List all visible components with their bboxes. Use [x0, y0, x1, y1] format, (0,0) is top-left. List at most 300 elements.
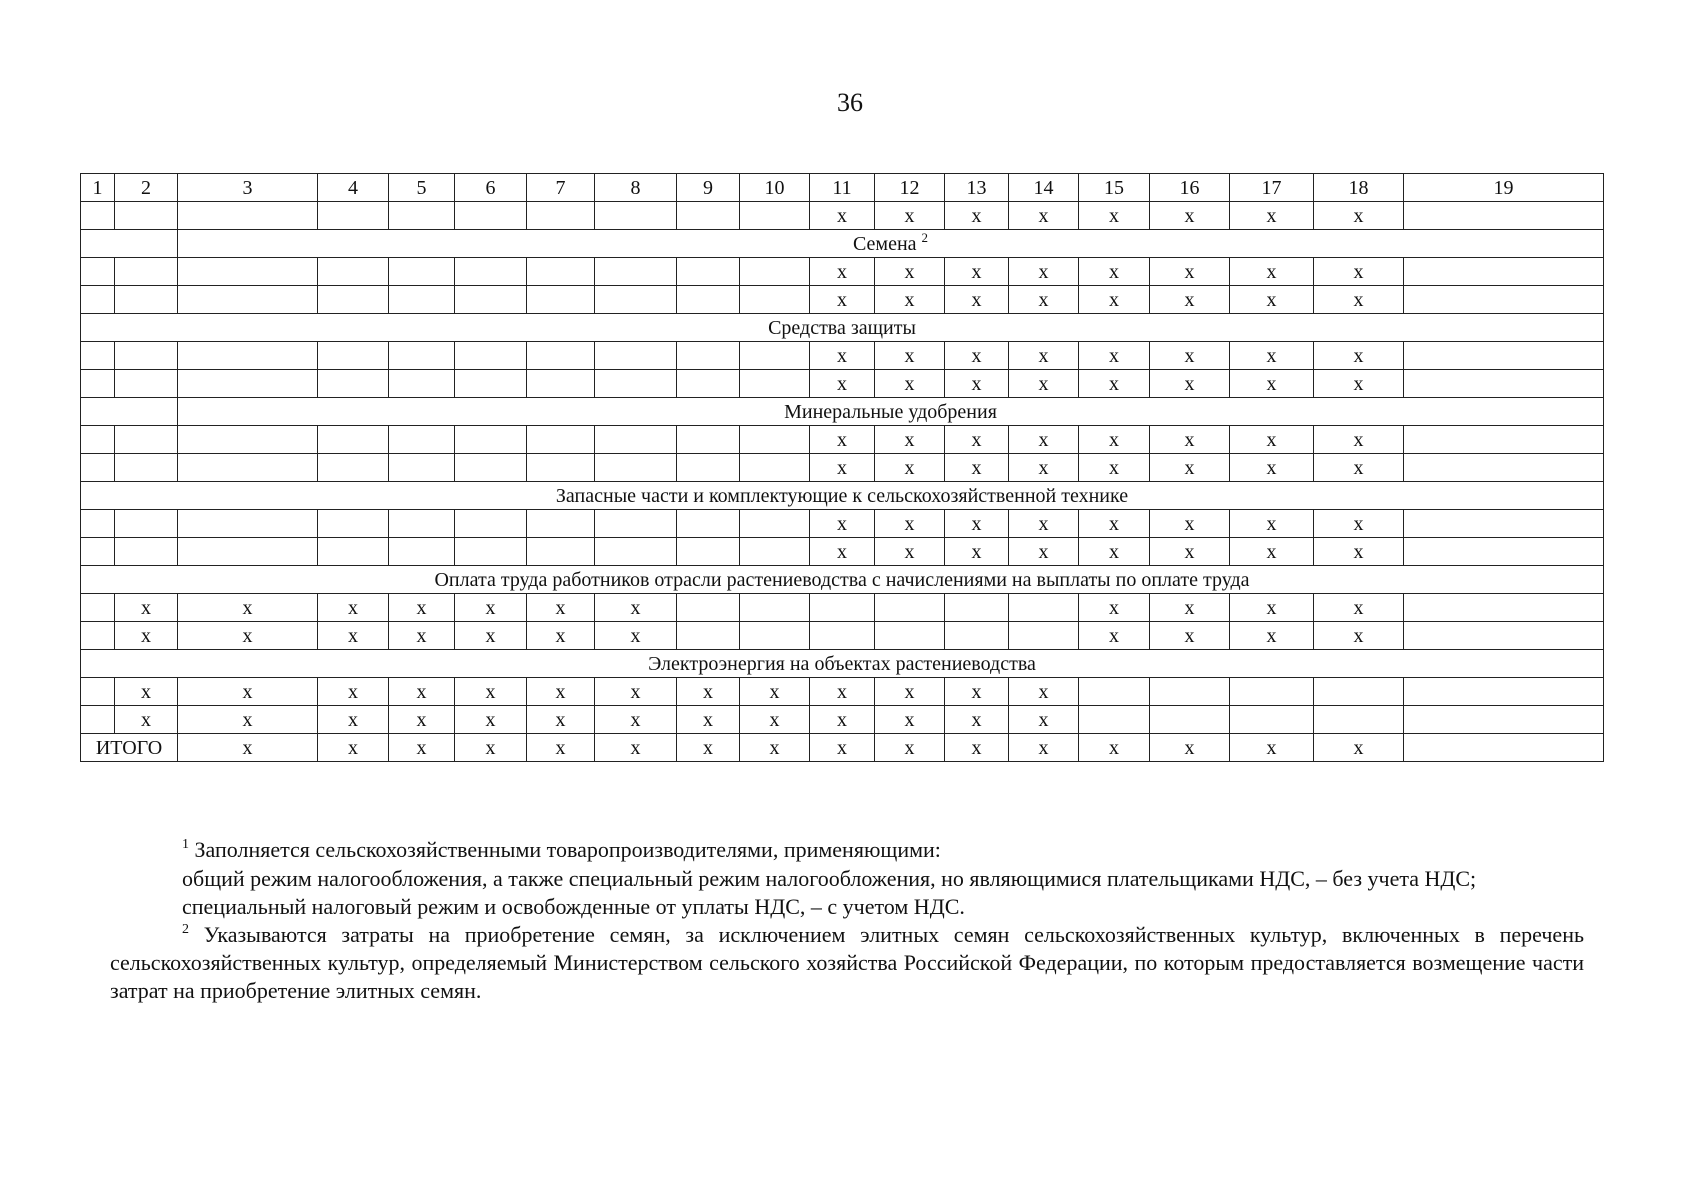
mark-cell: x — [875, 202, 945, 230]
column-number: 10 — [740, 174, 810, 202]
mark-cell: x — [875, 510, 945, 538]
table-cell — [318, 286, 389, 314]
table-cell — [677, 286, 740, 314]
table-cell — [81, 286, 115, 314]
section-row-spare-parts — [81, 482, 1604, 510]
column-number: 12 — [875, 174, 945, 202]
mark-cell: x — [318, 622, 389, 650]
table-row — [81, 258, 1604, 286]
mark-cell: x — [810, 286, 875, 314]
table-cell — [810, 622, 875, 650]
mark-cell: x — [1150, 342, 1230, 370]
table-cell — [115, 202, 178, 230]
table-cell — [81, 454, 115, 482]
table-cell — [1404, 454, 1604, 482]
section-row-electricity — [81, 650, 1604, 678]
column-number: 14 — [1009, 174, 1079, 202]
table-cell — [115, 510, 178, 538]
table-cell — [595, 342, 677, 370]
mark-cell: x — [1230, 202, 1314, 230]
mark-cell: x — [945, 706, 1009, 734]
mark-cell: x — [1314, 370, 1404, 398]
mark-cell: x — [810, 538, 875, 566]
mark-cell: x — [1230, 342, 1314, 370]
table-cell — [1404, 538, 1604, 566]
table-cell — [1009, 594, 1079, 622]
column-number: 7 — [527, 174, 595, 202]
section-title: Оплата труда работников отрасли растениеводства с начислениями на выплаты по оплате труда — [81, 566, 1604, 594]
mark-cell: x — [1150, 202, 1230, 230]
mark-cell: x — [810, 510, 875, 538]
mark-cell: x — [527, 734, 595, 762]
table-cell — [677, 622, 740, 650]
mark-cell: x — [318, 706, 389, 734]
mark-cell: x — [945, 734, 1009, 762]
mark-cell: x — [1079, 510, 1150, 538]
table-cell — [740, 426, 810, 454]
table-cell — [595, 370, 677, 398]
footnotes — [110, 836, 1584, 1005]
table-cell — [677, 538, 740, 566]
mark-cell: x — [740, 734, 810, 762]
table-cell — [527, 426, 595, 454]
table-cell — [389, 202, 455, 230]
mark-cell: x — [1230, 594, 1314, 622]
mark-cell: x — [677, 734, 740, 762]
table-cell — [389, 510, 455, 538]
footnote-1-line-2: специальный налоговый режим и освобожденные от уплаты НДС, – с учетом НДС. — [182, 894, 965, 919]
table-cell — [595, 454, 677, 482]
table-cell — [389, 370, 455, 398]
table-row — [81, 622, 1604, 650]
table-cell — [178, 510, 318, 538]
table-cell — [318, 258, 389, 286]
page-number: 36 — [837, 88, 863, 117]
mark-cell: x — [1150, 538, 1230, 566]
column-number: 6 — [455, 174, 527, 202]
mark-cell: x — [810, 706, 875, 734]
table-cell — [875, 622, 945, 650]
column-number: 13 — [945, 174, 1009, 202]
mark-cell: x — [1009, 538, 1079, 566]
table-cell — [455, 258, 527, 286]
table-cell — [677, 202, 740, 230]
mark-cell: x — [1079, 258, 1150, 286]
mark-cell: x — [1150, 454, 1230, 482]
table-cell — [1404, 426, 1604, 454]
table-cell — [595, 202, 677, 230]
mark-cell: x — [455, 706, 527, 734]
mark-cell: x — [1314, 622, 1404, 650]
mark-cell: x — [1079, 202, 1150, 230]
mark-cell: x — [875, 454, 945, 482]
table-cell — [1404, 258, 1604, 286]
table-cell — [455, 454, 527, 482]
table-row — [81, 342, 1604, 370]
mark-cell: x — [810, 370, 875, 398]
mark-cell: x — [595, 622, 677, 650]
column-number: 2 — [115, 174, 178, 202]
table-cell — [527, 342, 595, 370]
mark-cell: x — [455, 622, 527, 650]
mark-cell: x — [1009, 734, 1079, 762]
mark-cell: x — [1079, 426, 1150, 454]
mark-cell: x — [1314, 202, 1404, 230]
table-cell — [389, 258, 455, 286]
table-cell — [677, 454, 740, 482]
mark-cell: x — [595, 594, 677, 622]
table-cell — [115, 258, 178, 286]
table-cell — [1404, 510, 1604, 538]
table-cell — [178, 202, 318, 230]
mark-cell: x — [115, 706, 178, 734]
mark-cell: x — [810, 734, 875, 762]
table-cell — [318, 202, 389, 230]
table-cell — [527, 538, 595, 566]
table-cell — [1404, 622, 1604, 650]
table-cell — [740, 286, 810, 314]
table-cell — [527, 454, 595, 482]
table-cell — [81, 370, 115, 398]
footnote-1-line-1: общий режим налогообложения, а также специальный режим налогообложения, но являющимися плательщиками НДС, – без учета НДС; — [182, 866, 1477, 891]
footnote-mark: 2 — [182, 922, 189, 937]
mark-cell: x — [455, 734, 527, 762]
mark-cell: x — [527, 594, 595, 622]
table-cell — [81, 398, 178, 426]
table-cell — [945, 622, 1009, 650]
table-cell — [740, 622, 810, 650]
table-cell — [178, 454, 318, 482]
table-cell — [318, 342, 389, 370]
mark-cell: x — [1314, 258, 1404, 286]
table-cell — [178, 370, 318, 398]
table-cell — [318, 370, 389, 398]
mark-cell: x — [875, 370, 945, 398]
table-cell — [1230, 706, 1314, 734]
table-cell — [455, 286, 527, 314]
mark-cell: x — [1009, 258, 1079, 286]
table-cell — [595, 286, 677, 314]
footnote-1 — [110, 836, 1584, 864]
table-cell — [1314, 706, 1404, 734]
mark-cell: x — [677, 706, 740, 734]
table-cell — [1404, 202, 1604, 230]
column-number: 9 — [677, 174, 740, 202]
total-label: ИТОГО — [81, 734, 178, 762]
table-cell — [389, 454, 455, 482]
table-cell — [1079, 678, 1150, 706]
mark-cell: x — [1314, 286, 1404, 314]
mark-cell: x — [875, 342, 945, 370]
mark-cell: x — [1079, 370, 1150, 398]
table-cell — [115, 454, 178, 482]
table-cell — [595, 426, 677, 454]
column-number: 15 — [1079, 174, 1150, 202]
mark-cell: x — [1314, 510, 1404, 538]
mark-cell: x — [1009, 286, 1079, 314]
table-cell — [455, 538, 527, 566]
mark-cell: x — [455, 678, 527, 706]
table-cell — [740, 454, 810, 482]
footnote-1-intro: Заполняется сельскохозяйственными товаропроизводителями, применяющими: — [194, 837, 941, 862]
mark-cell: x — [945, 202, 1009, 230]
mark-cell: x — [875, 734, 945, 762]
mark-cell: x — [945, 286, 1009, 314]
mark-cell: x — [810, 342, 875, 370]
mark-cell: x — [945, 510, 1009, 538]
table-cell — [740, 258, 810, 286]
mark-cell: x — [875, 678, 945, 706]
mark-cell: x — [740, 706, 810, 734]
section-row-fertilizers — [81, 398, 1604, 426]
table-cell — [595, 258, 677, 286]
mark-cell: x — [389, 594, 455, 622]
table-cell — [115, 286, 178, 314]
table-cell — [455, 202, 527, 230]
column-number: 18 — [1314, 174, 1404, 202]
table-cell — [1404, 286, 1604, 314]
section-row-labor — [81, 566, 1604, 594]
mark-cell: x — [1150, 734, 1230, 762]
mark-cell: x — [1150, 594, 1230, 622]
mark-cell: x — [810, 426, 875, 454]
section-title — [178, 230, 1604, 258]
table-cell — [1404, 678, 1604, 706]
footnote-ref: 2 — [921, 229, 929, 245]
section-title: Средства защиты — [81, 314, 1604, 342]
table-cell — [178, 258, 318, 286]
mark-cell: x — [1230, 370, 1314, 398]
mark-cell: x — [1009, 342, 1079, 370]
table-cell — [740, 538, 810, 566]
mark-cell: x — [1230, 734, 1314, 762]
mark-cell: x — [945, 538, 1009, 566]
table-cell — [1079, 706, 1150, 734]
table-cell — [318, 510, 389, 538]
mark-cell: x — [1314, 734, 1404, 762]
table-row — [81, 594, 1604, 622]
mark-cell: x — [945, 454, 1009, 482]
footnote-2 — [110, 921, 1584, 1005]
table-cell — [178, 286, 318, 314]
mark-cell: x — [875, 286, 945, 314]
table-cell — [81, 706, 115, 734]
mark-cell: x — [1079, 734, 1150, 762]
mark-cell: x — [115, 622, 178, 650]
mark-cell: x — [178, 678, 318, 706]
mark-cell: x — [389, 706, 455, 734]
table-cell — [115, 538, 178, 566]
mark-cell: x — [1150, 258, 1230, 286]
table-cell — [115, 426, 178, 454]
table-cell — [81, 594, 115, 622]
table-cell — [1404, 594, 1604, 622]
column-number: 1 — [81, 174, 115, 202]
table-cell — [1404, 706, 1604, 734]
mark-cell: x — [740, 678, 810, 706]
table-row — [81, 706, 1604, 734]
mark-cell: x — [875, 538, 945, 566]
table-cell — [389, 286, 455, 314]
table-cell — [115, 342, 178, 370]
mark-cell: x — [318, 678, 389, 706]
mark-cell: x — [1150, 426, 1230, 454]
mark-cell: x — [1150, 622, 1230, 650]
section-row-protection — [81, 314, 1604, 342]
table-cell — [1404, 370, 1604, 398]
mark-cell: x — [875, 258, 945, 286]
mark-cell: x — [389, 734, 455, 762]
table-cell — [527, 286, 595, 314]
total-row — [81, 734, 1604, 762]
table-cell — [677, 426, 740, 454]
table-cell — [318, 426, 389, 454]
mark-cell: x — [945, 342, 1009, 370]
mark-cell: x — [810, 202, 875, 230]
mark-cell: x — [810, 258, 875, 286]
table-cell — [740, 370, 810, 398]
table-cell — [81, 342, 115, 370]
mark-cell: x — [115, 678, 178, 706]
mark-cell: x — [1314, 594, 1404, 622]
table-cell — [740, 594, 810, 622]
mark-cell: x — [1079, 622, 1150, 650]
mark-cell: x — [1009, 370, 1079, 398]
mark-cell: x — [1230, 538, 1314, 566]
mark-cell: x — [389, 678, 455, 706]
mark-cell: x — [945, 370, 1009, 398]
table-cell — [81, 678, 115, 706]
mark-cell: x — [595, 706, 677, 734]
table-row — [81, 678, 1604, 706]
table-cell — [595, 510, 677, 538]
table-cell — [677, 510, 740, 538]
column-number: 4 — [318, 174, 389, 202]
table-cell — [81, 622, 115, 650]
section-title: Минеральные удобрения — [178, 398, 1604, 426]
mark-cell: x — [1314, 426, 1404, 454]
table-cell — [740, 202, 810, 230]
column-number: 8 — [595, 174, 677, 202]
mark-cell: x — [595, 734, 677, 762]
mark-cell: x — [1009, 706, 1079, 734]
table-cell — [1230, 678, 1314, 706]
mark-cell: x — [318, 594, 389, 622]
table-cell — [740, 342, 810, 370]
table-cell — [81, 230, 178, 258]
table-cell — [81, 538, 115, 566]
mark-cell: x — [810, 454, 875, 482]
table-cell — [389, 342, 455, 370]
table-cell — [318, 454, 389, 482]
footnote-mark: 1 — [182, 837, 189, 852]
table-cell — [595, 538, 677, 566]
mark-cell: x — [1079, 454, 1150, 482]
mark-cell: x — [1009, 202, 1079, 230]
mark-cell: x — [1009, 678, 1079, 706]
column-number: 5 — [389, 174, 455, 202]
table-cell — [178, 538, 318, 566]
mark-cell: x — [115, 594, 178, 622]
cost-table — [80, 173, 1604, 762]
table-cell — [178, 426, 318, 454]
mark-cell: x — [1079, 342, 1150, 370]
mark-cell: x — [1079, 538, 1150, 566]
mark-cell: x — [1150, 510, 1230, 538]
table-row — [81, 538, 1604, 566]
mark-cell: x — [178, 734, 318, 762]
mark-cell: x — [1314, 342, 1404, 370]
table-cell — [389, 426, 455, 454]
mark-cell: x — [527, 706, 595, 734]
table-row — [81, 510, 1604, 538]
column-number: 11 — [810, 174, 875, 202]
mark-cell: x — [1150, 286, 1230, 314]
table-cell — [1150, 706, 1230, 734]
mark-cell: x — [945, 678, 1009, 706]
table-cell — [389, 538, 455, 566]
mark-cell: x — [1230, 426, 1314, 454]
header-row — [81, 174, 1604, 202]
table-cell — [945, 594, 1009, 622]
table-cell — [527, 202, 595, 230]
table-cell — [677, 594, 740, 622]
table-row — [81, 454, 1604, 482]
table-cell — [875, 594, 945, 622]
mark-cell: x — [595, 678, 677, 706]
table-cell — [677, 370, 740, 398]
mark-cell: x — [1230, 258, 1314, 286]
table-cell — [81, 202, 115, 230]
mark-cell: x — [527, 622, 595, 650]
table-row — [81, 286, 1604, 314]
mark-cell: x — [810, 678, 875, 706]
table-cell — [677, 342, 740, 370]
mark-cell: x — [1230, 622, 1314, 650]
section-title-text: Семена — [852, 232, 917, 255]
mark-cell: x — [1230, 286, 1314, 314]
table-cell — [178, 342, 318, 370]
table-cell — [1314, 678, 1404, 706]
table-cell — [1404, 342, 1604, 370]
table-cell — [455, 426, 527, 454]
footnote-2-text: Указываются затраты на приобретение семян, за исключением элитных семян сельскохозяйственных культур, включенных в перечень сельскохозяйственных культур, определяемый Министерством сельского хозяйства Российской Федерации, по которым предоставляется возмещение части затрат на приобретение элитных семян. — [110, 922, 1584, 1003]
table-cell — [740, 510, 810, 538]
table-cell — [455, 370, 527, 398]
mark-cell: x — [875, 706, 945, 734]
mark-cell: x — [875, 426, 945, 454]
table-cell — [527, 258, 595, 286]
mark-cell: x — [1079, 594, 1150, 622]
table-cell — [527, 370, 595, 398]
column-number: 3 — [178, 174, 318, 202]
column-number: 19 — [1404, 174, 1604, 202]
table-cell — [455, 510, 527, 538]
table-cell — [527, 510, 595, 538]
table-cell — [318, 538, 389, 566]
mark-cell: x — [1079, 286, 1150, 314]
mark-cell: x — [178, 622, 318, 650]
mark-cell: x — [1230, 510, 1314, 538]
mark-cell: x — [318, 734, 389, 762]
table-row — [81, 370, 1604, 398]
mark-cell: x — [1314, 454, 1404, 482]
column-number: 17 — [1230, 174, 1314, 202]
table-cell — [81, 258, 115, 286]
section-row-seeds — [81, 230, 1604, 258]
mark-cell: x — [1150, 370, 1230, 398]
table-cell — [810, 594, 875, 622]
